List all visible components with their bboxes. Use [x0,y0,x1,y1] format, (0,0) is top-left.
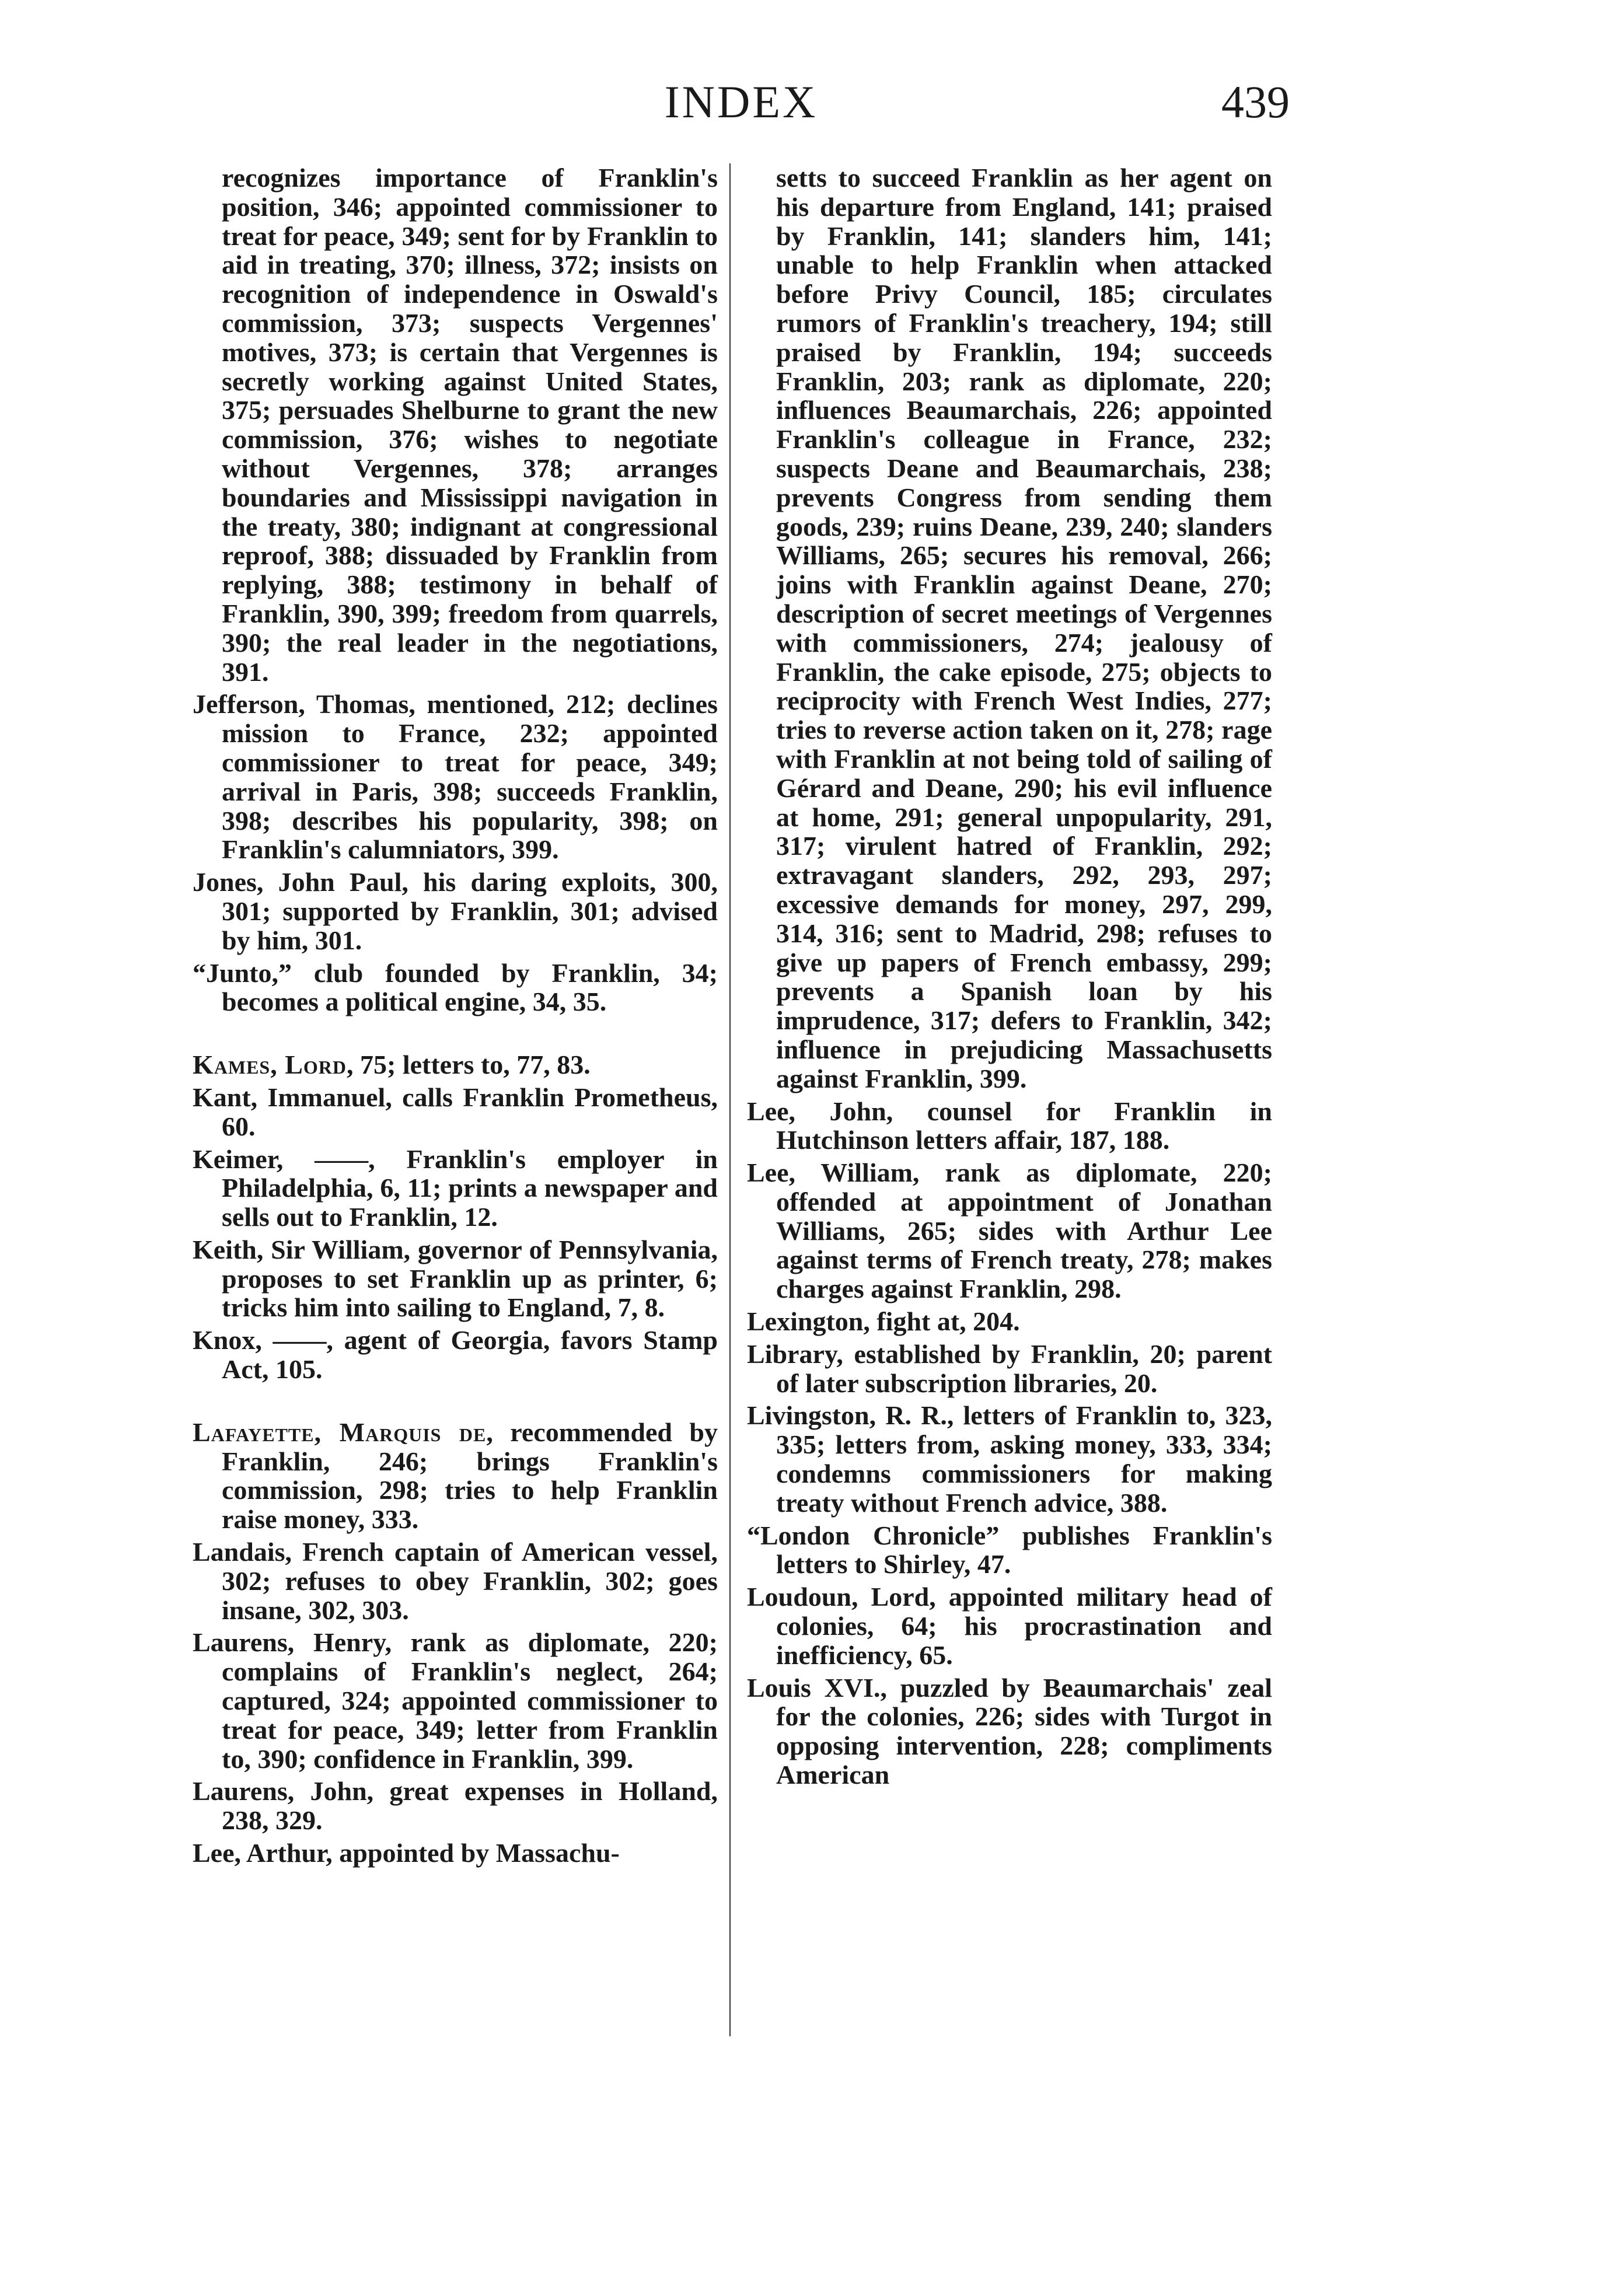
index-entry: Jones, John Paul, his daring exploits, 300, 301; supported by Franklin, 301; advised by him, 301. [193,867,718,955]
index-entry: Kames, Lord, 75; letters to, 77, 83. [193,1050,591,1080]
index-entry: Jefferson, Thomas, mentioned, 212; declines mission to France, 232; appointed commissioner to treat for peace, 349; arrival in Paris, 398; succeeds Franklin, 398; describes his popularity, 398; on Franklin's calumniators, 399. [193,689,718,865]
index-entry: Keith, Sir William, governor of Pennsylvania, proposes to set Franklin up as printer, 6; tricks him into sailing to England, 7, 8. [193,1234,718,1323]
index-entry: Lexington, fight at, 204. [747,1306,1020,1337]
running-head [193,70,1290,134]
index-entry: Kant, Immanuel, calls Franklin Prometheus, 60. [193,1082,718,1141]
index-entry: “Junto,” club founded by Franklin, 34; becomes a political engine, 34, 35. [193,957,718,1017]
page-title: INDEX [664,76,818,127]
index-entry: Keimer, ——, Franklin's employer in Philadelphia, 6, 11; prints a newspaper and sells out to Franklin, 12. [193,1144,718,1232]
entry-heading: Lafayette, Marquis de [193,1417,487,1447]
index-entry: “London Chronicle” publishes Franklin's letters to Shirley, 47. [747,1520,1272,1579]
index-entry: Louis XVI., puzzled by Beaumarchais' zeal for the colonies, 226; sides with Turgot in opposing intervention, 228; compliments American [747,1672,1272,1790]
index-entry: Lafayette, Marquis de, recommended by Franklin, 246; brings Franklin's commission, 298; tries to help Franklin raise money, 333. [193,1417,718,1535]
index-entry: recognizes importance of Franklin's position, 346; appointed commissioner to treat for peace, 349; sent for by Franklin to aid in treating, 370; illness, 372; insists on recognition of independence in Oswald's commission, 373; suspects Vergennes' motives, 373; is certain that Vergennes is secretly working against United States, 375; persuades Shelburne to grant the new commission, 376; wishes to negotiate without Vergennes, 378; arranges boundaries and Mississippi navigation in the treaty, 380; indignant at congressional reproof, 388; dissuaded by Franklin from replying, 388; testimony in behalf of Franklin, 390, 399; freedom from quarrels, 390; the real leader in the negotiations, 391. [222,163,718,687]
index-entry: Lee, John, counsel for Franklin in Hutchinson letters affair, 187, 188. [747,1096,1272,1155]
index-entry: Landais, French captain of American vessel, 302; refuses to obey Franklin, 302; goes insane, 302, 303. [193,1537,718,1625]
index-entry: Lee, Arthur, appointed by Massachu- [193,1838,620,1868]
entry-heading: Kames, Lord [193,1050,347,1080]
index-entry: Laurens, Henry, rank as diplomate, 220; complains of Franklin's neglect, 264; captured, 324; appointed commissioner to treat for peace, 349; letter from Franklin to, 390; confidence in Franklin, 399. [193,1627,718,1774]
index-entry: Knox, ——, agent of Georgia, favors Stamp Act, 105. [193,1325,718,1385]
page-number: 439 [1221,76,1290,127]
index-entry: setts to succeed Franklin as her agent on his departure from England, 141; praised by Franklin, 141; slanders him, 141; unable to help Franklin when attacked before Privy Council, 185; circulates rumors of Franklin's treachery, 194; still praised by Franklin, 194; succeeds Franklin, 203; rank as diplomate, 220; influences Beaumarchais, 226; appointed Franklin's colleague in France, 232; suspects Deane and Beaumarchais, 238; prevents Congress from sending them goods, 239; ruins Deane, 239, 240; slanders Williams, 265; secures his removal, 266; joins with Franklin against Deane, 270; description of secret meetings of Vergennes with commissioners, 274; jealousy of Franklin, the cake episode, 275; objects to reciprocity with French West Indies, 277; tries to reverse action taken on it, 278; rage with Franklin at not being told of sailing of Gérard and Deane, 290; his evil influence at home, 291; general unpopularity, 291, 317; virulent hatred of Franklin, 292; extravagant slanders, 292, 293, 297; excessive demands for money, 297, 299, 314, 316; sent to Madrid, 298; refuses to give up papers of French embassy, 299; prevents a Spanish loan by his imprudence, 317; defers to Franklin, 342; influence in prejudicing Massachusetts against Franklin, 399. [776,163,1272,1093]
index-entry: Lee, William, rank as diplomate, 220; offended at appointment of Jonathan Williams, 265; sides with Arthur Lee against terms of French treaty, 278; makes charges against Franklin, 298. [747,1158,1272,1304]
index-entry: Livingston, R. R., letters of Franklin to, 323, 335; letters from, asking money, 333, 334; condemns commissioners for making treaty without French advice, 388. [747,1400,1272,1518]
right-column [747,163,1272,1793]
column-divider [729,163,731,2036]
index-entry: Loudoun, Lord, appointed military head of colonies, 64; his procrastination and inefficiency, 65. [747,1582,1272,1670]
left-column [193,163,718,1871]
index-entry: Library, established by Franklin, 20; parent of later subscription libraries, 20. [747,1339,1272,1398]
index-entry: Laurens, John, great expenses in Holland, 238, 329. [193,1776,718,1836]
